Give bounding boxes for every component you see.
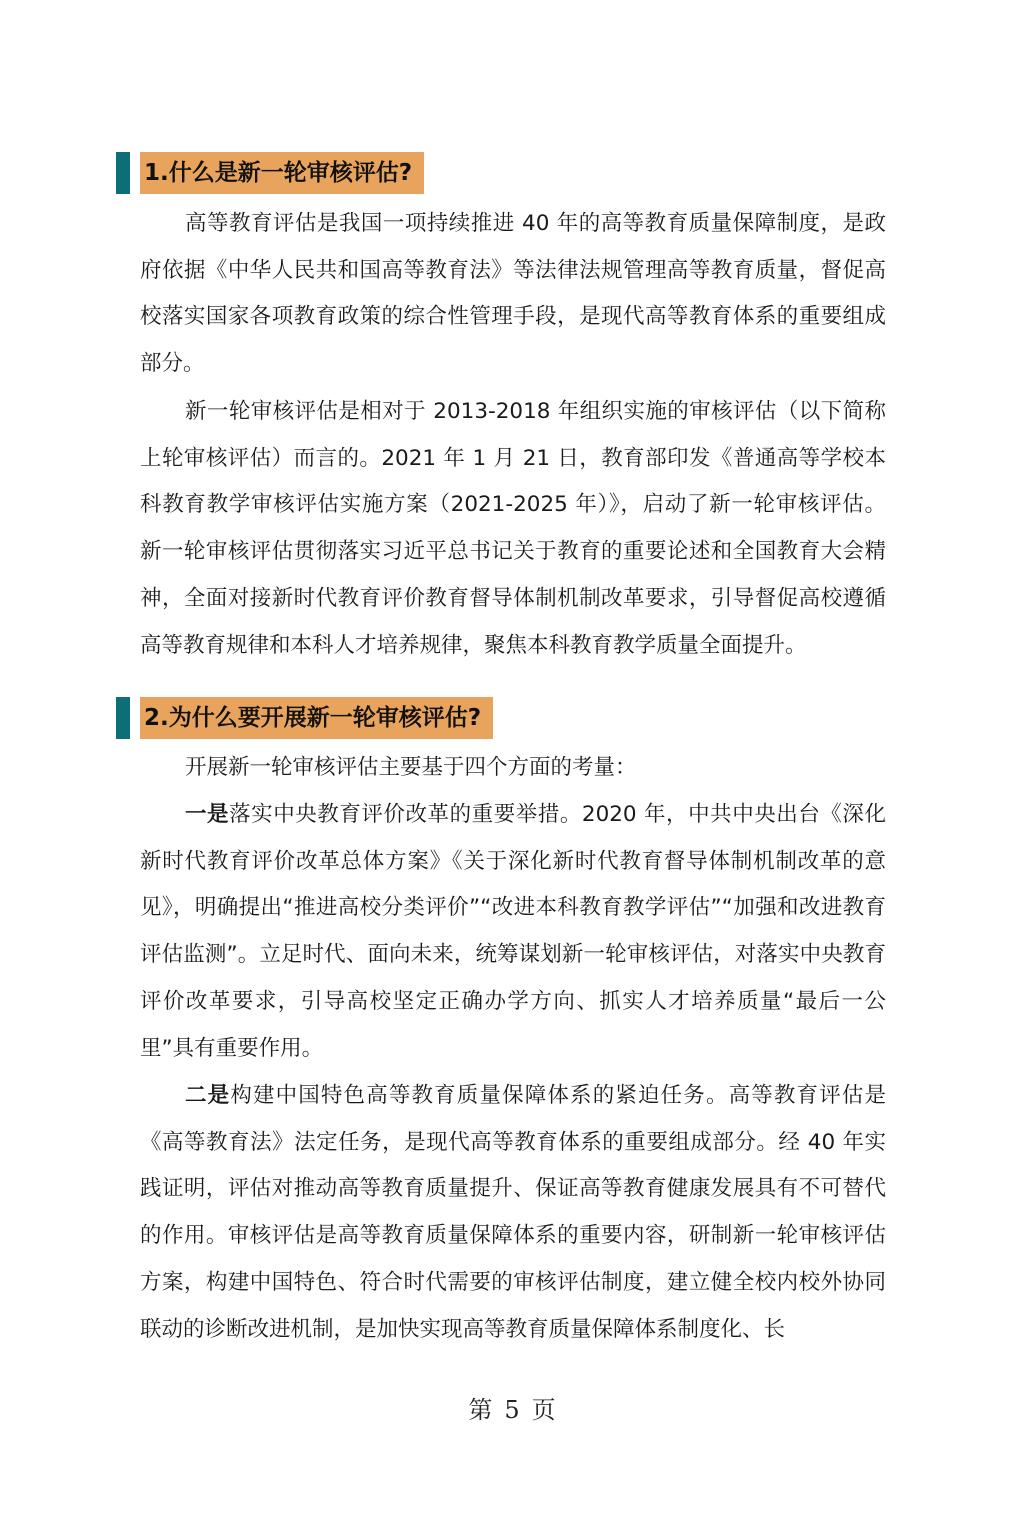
footer-prefix: 第 <box>468 1396 493 1424</box>
page-number: 5 <box>504 1396 520 1424</box>
page-footer <box>0 1390 1024 1425</box>
section-1-paragraph-1: 高等教育评估是我国一项持续推进 40 年的高等教育质量保障制度，是政府依据《中华人民共和国高等教育法》等法律法规管理高等教育质量，督促高校落实国家各项教育政策的综合性管理手段，是现代高等教育体系的重要组成部分。 <box>140 211 886 377</box>
section-2-point-1 <box>140 792 886 1072</box>
section-1-paragraph-2: 新一轮审核评估是相对于 2013-2018 年组织实施的审核评估（以下简称上轮审核评估）而言的。2021 年 1 月 21 日，教育部印发《普通高等学校本科教育教学审核评估实施方案（2021-2025 年）》，启动了新一轮审核评估。新一轮审核评估贯彻落实习近平总书记关于教育的重要论述和全国教育大会精神，全面对接新时代教育评价教育督导体制机制改革要求，引导督促高校遵循高等教育规律和本科人才培养规律，聚焦本科教育教学质量全面提升。 <box>140 399 886 658</box>
section-1-title: 1.什么是新一轮审核评估? <box>140 152 424 194</box>
point-1-text: 落实中央教育评价改革的重要举措。2020 年，中共中央出台《深化新时代教育评价改革总体方案》《关于深化新时代教育督导体制机制改革的意见》，明确提出“推进高校分类评价”“改进本科教育教学评估”“加强和改进教育评估监测”。立足时代、面向未来，统筹谋划新一轮审核评估，对落实中央教育评价改革要求，引导高校坚定正确办学方向、抓实人才培养质量“最后一公里”具有重要作用。 <box>140 802 886 1061</box>
section-2-point-2 <box>140 1073 886 1353</box>
section-2-intro: 开展新一轮审核评估主要基于四个方面的考量： <box>185 755 637 780</box>
section-2-title: 2.为什么要开展新一轮审核评估? <box>140 697 493 739</box>
section-1-heading <box>116 152 424 194</box>
point-2-lead: 二是 <box>185 1083 231 1108</box>
point-2-text: 构建中国特色高等教育质量保障体系的紧迫任务。高等教育评估是《高等教育法》法定任务，是现代高等教育体系的重要组成部分。经 40 年实践证明，评估对推动高等教育质量提升、保证高等教育健康发展具有不可替代的作用。审核评估是高等教育质量保障体系的重要内容，研制新一轮审核评估方案，构建中国特色、符合时代需要的审核评估制度，建立健全校内校外协同联动的诊断改进机制，是加快实现高等教育质量保障体系制度化、长 <box>140 1083 886 1342</box>
point-1-lead: 一是 <box>185 802 230 827</box>
footer-suffix: 页 <box>531 1396 556 1424</box>
section-2-heading <box>116 697 493 739</box>
heading-accent-bar <box>116 152 130 194</box>
heading-accent-bar <box>116 697 130 739</box>
